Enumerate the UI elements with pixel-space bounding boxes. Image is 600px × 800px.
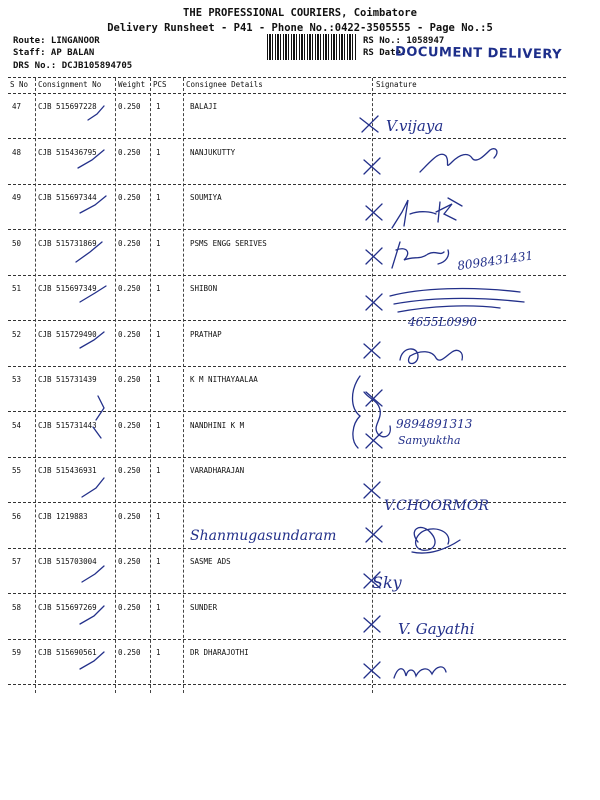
signature-54-phone: 9894891313 <box>396 417 473 431</box>
row-consignee: NANDHINI K M <box>190 421 245 430</box>
signature-48-scribble <box>420 149 497 172</box>
row-consignment: CJB 515703004 <box>38 557 97 566</box>
row-consignment: CJB 515436795 <box>38 148 97 157</box>
row-weight: 0.250 <box>118 148 141 157</box>
row-consignee: PSMS ENGG SERIVES <box>190 239 267 248</box>
route-label: Route: LINGANOOR <box>13 36 100 46</box>
row-consignee: K M NITHAYAALAA <box>190 375 258 384</box>
row-pcs: 1 <box>156 603 161 612</box>
row-sno: 47 <box>12 102 22 111</box>
row-pcs: 1 <box>156 284 161 293</box>
column-header-consignee: Consignee Details <box>186 80 263 89</box>
cross-mark <box>360 116 378 132</box>
row-consignee: PRATHAP <box>190 330 222 339</box>
row-divider <box>8 275 566 276</box>
cross-mark <box>366 294 382 310</box>
row-consignee: SASME ADS <box>190 557 231 566</box>
row-consignment: CJB 515697269 <box>38 603 97 612</box>
row-weight: 0.250 <box>118 102 141 111</box>
signature-52-scribble <box>400 349 462 364</box>
row-weight: 0.250 <box>118 421 141 430</box>
column-divider <box>35 78 36 693</box>
cross-mark <box>366 390 382 406</box>
signature-50-phone: 8098431431 <box>456 248 535 273</box>
column-divider <box>115 78 116 693</box>
row-pcs: 1 <box>156 102 161 111</box>
row-pcs: 1 <box>156 557 161 566</box>
column-divider <box>372 78 373 693</box>
row-pcs: 1 <box>156 421 161 430</box>
row-pcs: 1 <box>156 330 161 339</box>
signature-58-text: V. Gayathi <box>398 620 475 638</box>
document-delivery-stamp: DOCUMENT DELIVERY <box>394 44 563 63</box>
tick-mark <box>96 396 104 420</box>
row-consignment: CJB 515690561 <box>38 648 97 657</box>
signature-51-scribble <box>390 289 524 312</box>
signature-56-scribble <box>412 527 460 553</box>
row-consignee: SOUMIYA <box>190 193 222 202</box>
row-divider <box>8 502 566 503</box>
row-consignment: CJB 515697349 <box>38 284 97 293</box>
row-sno: 53 <box>12 375 22 384</box>
header-top-rule <box>8 77 566 78</box>
row-weight: 0.250 <box>118 284 141 293</box>
row-weight: 0.250 <box>118 375 141 384</box>
row-divider <box>8 639 566 640</box>
cross-mark <box>366 204 382 220</box>
column-header-weight: Weight <box>118 80 146 89</box>
row-sno: 56 <box>12 512 22 521</box>
row-pcs: 1 <box>156 239 161 248</box>
signature-59-scribble <box>394 667 446 678</box>
row-sno: 48 <box>12 148 22 157</box>
row-consignee: NANJUKUTTY <box>190 148 236 157</box>
signature-47-text: V.vijaya <box>386 117 444 135</box>
tick-mark <box>82 566 104 582</box>
row-divider <box>8 229 566 230</box>
row-weight: 0.250 <box>118 557 141 566</box>
row-sno: 49 <box>12 193 22 202</box>
row-weight: 0.250 <box>118 512 141 521</box>
row-divider <box>8 184 566 185</box>
row-consignment: CJB 515436931 <box>38 466 97 475</box>
signature-56-name: Shanmugasundaram <box>190 528 337 544</box>
row-divider <box>8 548 566 549</box>
cross-mark <box>366 432 382 448</box>
row-consignee: SHIBON <box>190 284 218 293</box>
row-consignee: DR DHARAJOTHI <box>190 648 249 657</box>
row-pcs: 1 <box>156 466 161 475</box>
row-consignment: CJB 515697344 <box>38 193 97 202</box>
column-divider <box>183 78 184 693</box>
signature-50-scribble <box>392 242 449 268</box>
row-sno: 58 <box>12 603 22 612</box>
row-sno: 54 <box>12 421 22 430</box>
drs-number: DRS No.: DCJB105894705 <box>13 61 133 71</box>
row-pcs: 1 <box>156 148 161 157</box>
column-header-pcs: PCS <box>153 80 167 89</box>
row-divider <box>8 138 566 139</box>
row-consignee: BALAJI <box>190 102 218 111</box>
row-divider <box>8 684 566 685</box>
row-divider <box>8 457 566 458</box>
row-consignee: VARADHARAJAN <box>190 466 245 475</box>
cross-mark <box>366 248 382 264</box>
row-sno: 55 <box>12 466 22 475</box>
row-weight: 0.250 <box>118 466 141 475</box>
header-bottom-rule <box>8 93 566 94</box>
row-consignee: SUNDER <box>190 603 218 612</box>
row-pcs: 1 <box>156 375 161 384</box>
barcode <box>267 34 357 60</box>
rs-number: RS No.: 1058947 <box>363 36 445 46</box>
signature-49-scribble <box>392 198 462 228</box>
row-divider <box>8 593 566 594</box>
row-sno: 50 <box>12 239 22 248</box>
row-consignment: CJB 1219883 <box>38 512 88 521</box>
signature-54-name: Samyuktha <box>398 434 461 447</box>
row-divider <box>8 411 566 412</box>
row-pcs: 1 <box>156 512 161 521</box>
row-consignment: CJB 515729490 <box>38 330 97 339</box>
signature-57-text: Sky <box>372 573 402 592</box>
column-header-sno: S No <box>10 80 29 89</box>
row-sno: 52 <box>12 330 22 339</box>
row-pcs: 1 <box>156 193 161 202</box>
row-consignment: CJB 515731443 <box>38 421 97 430</box>
row-weight: 0.250 <box>118 648 141 657</box>
row-pcs: 1 <box>156 648 161 657</box>
row-divider <box>8 320 566 321</box>
row-weight: 0.250 <box>118 330 141 339</box>
row-weight: 0.250 <box>118 193 141 202</box>
tick-mark <box>82 478 104 497</box>
signature-51-text: 4655L0990 <box>408 315 478 329</box>
rs-date: RS Date: <box>363 48 407 58</box>
company-title: THE PROFESSIONAL COURIERS, Coimbatore <box>183 7 417 19</box>
row-weight: 0.250 <box>118 603 141 612</box>
cross-mark <box>366 526 382 542</box>
row-consignment: CJB 515697228 <box>38 102 97 111</box>
signature-55-text: V.CHOORMOR <box>384 498 489 514</box>
staff-label: Staff: AP BALAN <box>13 48 95 58</box>
row-consignment: CJB 515731869 <box>38 239 97 248</box>
column-header-signature: Signature <box>376 80 417 89</box>
row-divider <box>8 366 566 367</box>
row-consignment: CJB 515731439 <box>38 375 97 384</box>
row-weight: 0.250 <box>118 239 141 248</box>
column-divider <box>150 78 151 693</box>
row-sno: 51 <box>12 284 22 293</box>
row-sno: 57 <box>12 557 22 566</box>
runsheet-subtitle: Delivery Runsheet - P41 - Phone No.:0422-3505555 - Page No.:5 <box>107 22 493 34</box>
column-header-consignment: Consignment No <box>38 80 102 89</box>
row-sno: 59 <box>12 648 22 657</box>
